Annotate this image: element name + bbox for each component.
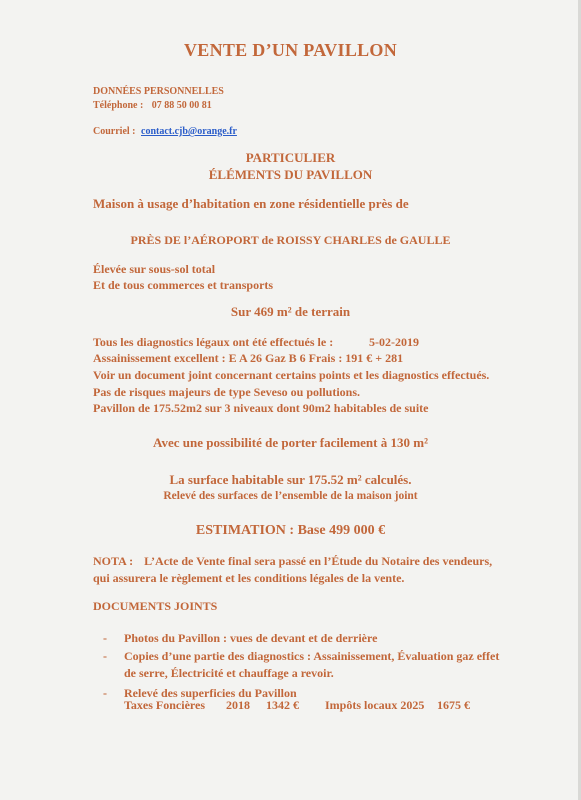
documents-heading: DOCUMENTS JOINTS <box>93 599 218 613</box>
nota-text: L’Acte de Vente final sera passé en l’Étude du Notaire des vendeurs, <box>144 554 493 568</box>
personal-heading: DONNÉES PERSONNELLES <box>93 86 224 97</box>
page-title: VENTE D’UN PAVILLON <box>183 40 398 60</box>
tax-fonciere-amount: 1342 € <box>266 698 299 712</box>
list-item-text: Copies d’une partie des diagnostics : Assainissement, Évaluation gaz effet <box>124 649 500 663</box>
tax-fonciere-label: Taxes Foncières <box>124 698 205 712</box>
email-label: Courriel : <box>93 126 136 137</box>
email-line <box>93 126 237 137</box>
tax-local-label: Impôts locaux 2025 <box>325 698 425 712</box>
list-dash: - <box>103 686 107 700</box>
phone-number: 07 88 50 00 81 <box>151 100 212 111</box>
tax-fonciere-year: 2018 <box>226 698 250 712</box>
documents-list <box>103 630 499 702</box>
email-link[interactable]: contact.cjb@orange.fr <box>141 126 237 137</box>
levels-line: Pavillon de 175.52m2 sur 3 niveaux dont 90m2 habitables de suite <box>93 401 429 415</box>
estimation: ESTIMATION : Base 499 000 € <box>195 523 386 538</box>
diagnostics-date: 5-02-2019 <box>369 335 419 349</box>
survey-line: Relevé des surfaces de l’ensemble de la maison joint <box>163 490 418 502</box>
document-line: Voir un document joint concernant certains points et les diagnostics effectués. <box>93 368 490 382</box>
feature-item: Élevée sur sous-sol total <box>93 262 216 276</box>
nota-continuation: qui assurera le règlement et les conditions légales de la vente. <box>93 571 405 585</box>
list-item-text: Relevé des superficies du Pavillon <box>124 686 297 700</box>
elements-heading: ÉLÉMENTS DU PAVILLON <box>208 167 373 182</box>
airport-line: PRÈS DE l’AÉROPORT de ROISSY CHARLES de GAULLE <box>130 233 451 247</box>
list-item <box>103 648 499 682</box>
diagnostics-legal: Tous les diagnostics légaux ont été effectués le : <box>93 335 334 349</box>
tax-local-amount: 1675 € <box>437 698 470 712</box>
house-line: Maison à usage d’habitation en zone résidentielle près de <box>93 196 409 211</box>
list-item <box>103 630 499 647</box>
risks-line: Pas de risques majeurs de type Seveso ou pollutions. <box>93 385 361 399</box>
nota-line <box>93 554 492 569</box>
list-item-text: Photos du Pavillon : vues de devant et de derrière <box>124 631 378 645</box>
surface-line: La surface habitable sur 175.52 m² calculés. <box>169 472 412 487</box>
seller-type: PARTICULIER <box>245 150 336 165</box>
nota-label: NOTA : <box>93 554 134 568</box>
list-dash: - <box>103 631 107 645</box>
possibility-line: Avec une possibilité de porter facilement à 130 m² <box>153 435 428 450</box>
taxes-line <box>124 698 484 714</box>
phone-label: Téléphone : <box>93 100 144 111</box>
phone-line <box>93 100 212 111</box>
diagnostics-legal-line <box>93 335 419 350</box>
feature-item: Et de tous commerces et transports <box>93 278 274 292</box>
list-dash: - <box>103 649 107 663</box>
sanitation-line: Assainissement excellent : E A 26 Gaz B 6 Frais : 191 € + 281 <box>93 351 404 365</box>
land-area: Sur 469 m² de terrain <box>230 304 351 319</box>
list-item-continuation: de serre, Électricité et chauffage a revoir. <box>124 666 334 680</box>
